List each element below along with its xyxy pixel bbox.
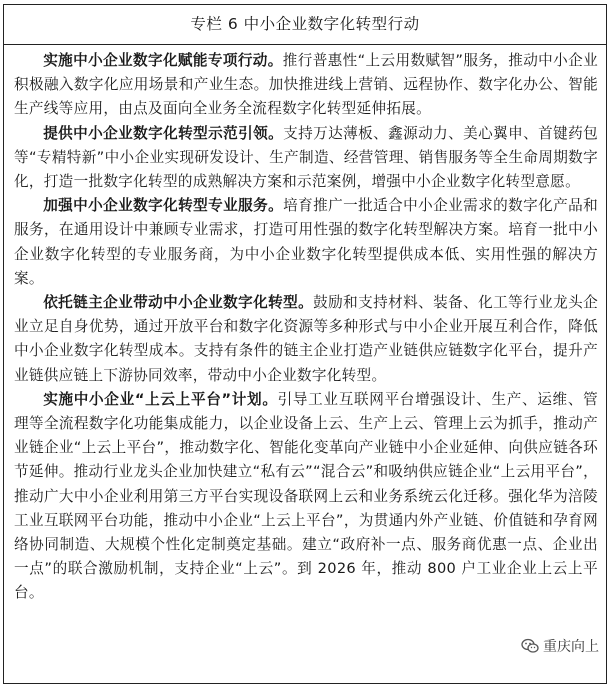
paragraph-text: 鼓励和支持材料、装备、化工等行业龙头企业立足自身优势，通过开放平台和数字化资源等多种形式与中小企业开展互利合作，降低中小企业数字化转型成本。支持有条件的链主企业打造产业链供应链数字化平台，提升产业链供应链上下游协同效率，带动中小企业数字化转型。 — [14, 294, 598, 384]
paragraph-chain-leaders — [14, 291, 598, 388]
paragraph-digital-empowerment — [14, 49, 598, 122]
wechat-icon — [521, 638, 539, 654]
paragraph-heading: 加强中小企业数字化转型专业服务。 — [43, 197, 283, 214]
paragraph-heading: 实施中小企业“上云上平台”计划。 — [43, 391, 277, 408]
paragraph-text: 培育推广一批适合中小企业需求的数字化产品和服务，在通用设计中兼顾专业需求，打造可用性强的数字化转型解决方案。培育一批中小企业数字化转型的专业服务商，为中小企业数字化转型提供成本低、实用性强的解决方案。 — [14, 197, 598, 287]
paragraph-text: 推行普惠性“上云用数赋智”服务，推动中小企业积极融入数字化应用场景和产业生态。加快推进线上营销、远程协作、数字化办公、智能生产线等应用，由点及面向全业务全流程数字化转型延伸拓展。 — [14, 52, 598, 117]
watermark-label: 重庆向上 — [543, 636, 599, 656]
box-title: 专栏 6 中小企业数字化转型行动 — [4, 5, 606, 45]
watermark — [517, 635, 603, 657]
paragraph-heading: 实施中小企业数字化赋能专项行动。 — [43, 52, 283, 69]
paragraph-demonstration — [14, 122, 598, 195]
paragraph-heading: 提供中小企业数字化转型示范引领。 — [43, 125, 283, 142]
policy-box — [3, 4, 607, 684]
paragraph-heading: 依托链主企业带动中小企业数字化转型。 — [43, 294, 313, 311]
paragraph-professional-services — [14, 194, 598, 291]
box-content — [4, 45, 606, 606]
paragraph-text: 引导工业互联网平台增强设计、生产、运维、管理等全流程数字化功能集成能力，以企业设备上云、生产上云、管理上云为抓手，推动产业链企业“上云上平台”，推动数字化、智能化变革向产业链中小企业延伸、向供应链各环节延伸。推动行业龙头企业加快建立“私有云”“混合云”和吸纳供应链企业“上云用平台”，推动广大中小企业利用第三方平台实现设备联网上云和业务系统云化迁移。强化华为涪陵工业互联网平台功能，推动中小企业“上云上平台”，为贯通内外产业链、价值链和孕育网络协同制造、大规模个性化定制奠定基础。建立“政府补一点、服务商优惠一点、企业出一点”的联合激励机制，支持企业“上云”。到 2026 年，推动 800 户工业企业上云上平台。 — [14, 391, 598, 602]
paragraph-text: 支持万达薄板、鑫源动力、美心翼申、首键药包等“专精特新”中小企业实现研发设计、生产制造、经营管理、销售服务等全生命周期数字化，打造一批数字化转型的成熟解决方案和示范案例，增强中小企业数字化转型意愿。 — [14, 125, 598, 190]
paragraph-cloud-platform — [14, 388, 598, 606]
